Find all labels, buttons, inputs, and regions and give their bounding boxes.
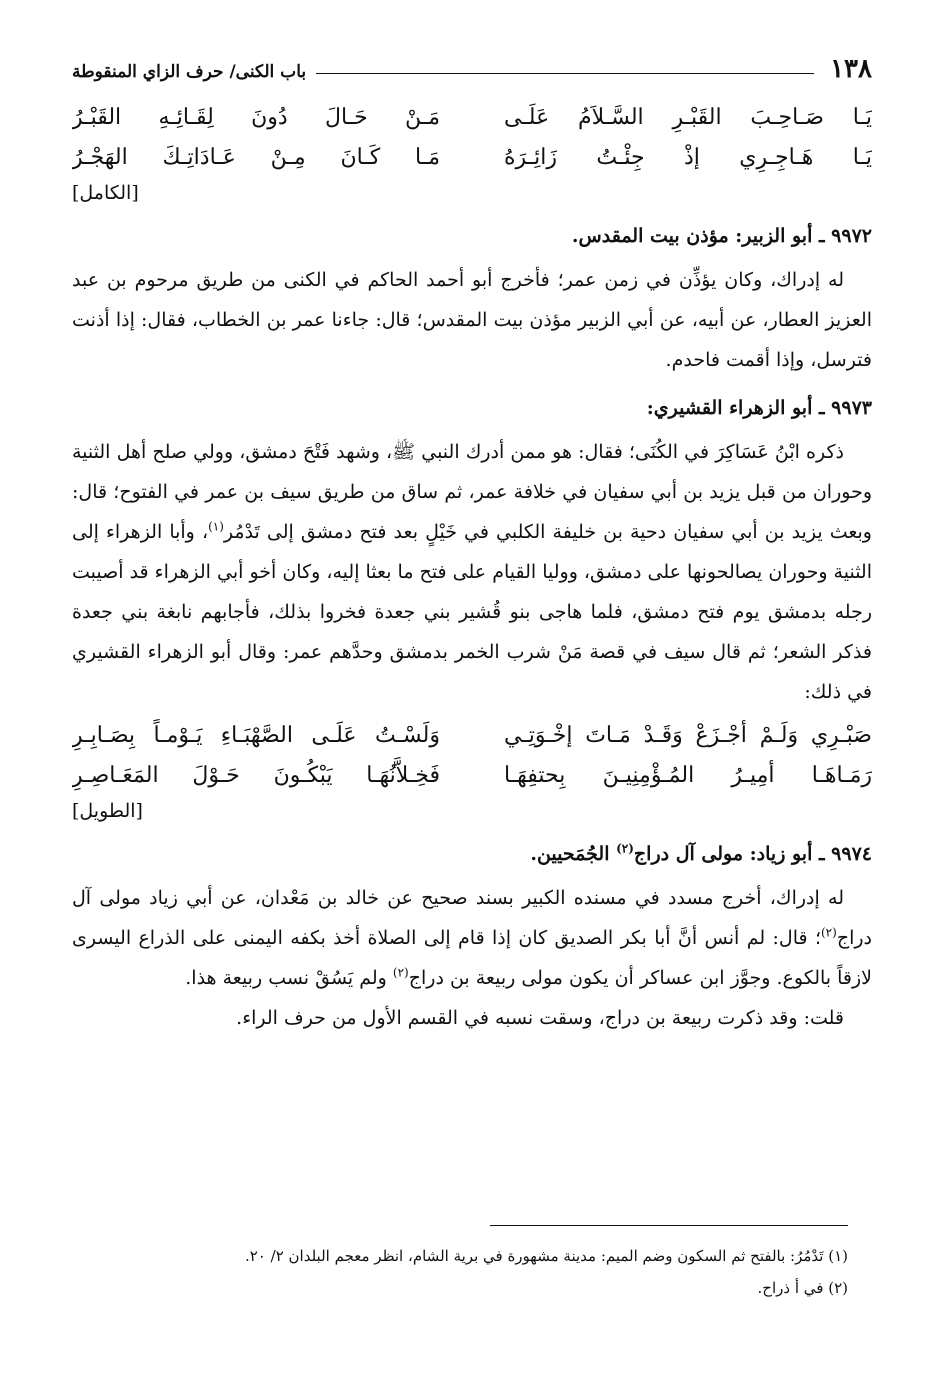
footnotes (72, 1240, 848, 1304)
running-head: باب الكنى/ حرف الزاي المنقوطة (72, 62, 307, 82)
footnote-marker: (٢) (820, 925, 837, 940)
first-hemistich: صَبْـرِي وَلَـمْ أجْـزَعْ وَقَـدْ مَـاتَ إخْـوَتِـي (504, 723, 872, 748)
poem-verse (72, 138, 872, 178)
first-hemistich: يَـا هَـاجِـرِي إذْ جِئْـتُ زَائِـرَهُ (504, 145, 872, 170)
paragraph-text: ؛ قال: لم أنس أنَّ أبا بكر الصديق كان إذا قام إلى الصلاة أخذ بكفه اليمنى على الذراع اليسرى لازقاً بالكوع. وجوَّز ابن عساكر أن يكون مولى ربيعة بن دراج (72, 927, 872, 989)
entry-paragraph: له إدراك، وكان يؤذِّن في زمن عمر؛ فأخرج أبو أحمد الحاكم في الكنى من طريق مرحوم بن عبد العزيز العطار، عن أبيه، عن أبي الزبير مؤذن بيت المقدس؛ قال: جاءنا عمر بن الخطاب، فقال: إذا أذنت فترسل، وإذا أقمت فاحدم. (72, 269, 872, 371)
entry-paragraph (72, 878, 872, 998)
second-hemistich: مَـا كَـانَ مِـنْ عَـادَاتِـكَ الهَجْـرُ (72, 145, 440, 170)
poem-meter: [الكامل] (72, 182, 139, 204)
second-hemistich: فَخِـلاَّنُهَـا يَبْكُـونَ حَـوْلَ المَعَـاصِـرِ (72, 763, 440, 788)
poem-kamil (72, 98, 872, 208)
poem-verse (72, 716, 872, 756)
entry-paragraph (72, 432, 872, 712)
second-hemistich: مَـنْ حَـالَ دُونَ لِقَـائِـهِ القَبْـرُ (72, 105, 440, 130)
paragraph-text: ولم يَسُقْ نسب ربيعة هذا. (185, 967, 393, 989)
paragraph-text: له إدراك، أخرج مسدد في مسنده الكبير بسند صحيح عن خالد بن مَعْدان، عن أبي زياد مولى آل دراج (72, 887, 872, 949)
poem-meter: [الطويل] (72, 800, 143, 822)
footnote: (٢) في أ ذراح. (757, 1279, 848, 1297)
footnote-rule (490, 1225, 848, 1226)
page-number: ١٣٨ (830, 54, 872, 84)
poem-tawil (72, 716, 872, 826)
paragraph-text: ، وأبا الزهراء إلى الثنية وحوران يصالحونها على دمشق، ووليا القيام على فتح ما بعثا إليه، وكان أخو أبي الزهراء قد أصيبت رجله بدمشق يوم فتح دمشق، فلما هاجى بنو قُشير بني جعدة فخروا بذلك، فأجابهم نابغة بني جعدة فذكر الشعر؛ ثم قال سيف في قصة مَنْ شرب الخمر بدمشق وحدَّهم عمر: وقال أبو الزهراء القشيري في ذلك: (72, 521, 872, 703)
page-header (72, 40, 872, 84)
second-hemistich: وَلَسْـتُ عَلَـى الصَّهْبَـاءِ يَـوْمـاً بِصَـابِـرِ (72, 723, 440, 748)
footnote-marker: (٢) (392, 965, 409, 980)
footnote-marker: (١) (208, 519, 224, 534)
paragraph-text: ذكره ابْنُ عَسَاكِرَ في الكُنَى؛ فقال: هو ممن أدرك النبي ﷺ، وشهد فَتْحَ دمشق، وولي صلح أهل الثنية وحوران من قبل يزيد بن أبي سفيان في خلافة عمر، ثم ساق من طريق سيف بن عمر في الفتوح؛ قال: وبعث يزيد بن أبي سفيان دحية بن خليفة الكلبي في خَيْلٍ بعد فتح دمشق إلى تَدْمُر (72, 441, 872, 543)
footnote: (١) تَدْمُرُ: بالفتح ثم السكون وضم الميم: مدينة مشهورة في برية الشام، انظر معجم البلدان ٢/ ٢٠. (244, 1247, 848, 1265)
poem-verse (72, 98, 872, 138)
poem-verse (72, 756, 872, 796)
entry-heading-9973: ٩٩٧٣ ـ أبو الزهراء القشيري: (646, 397, 872, 419)
first-hemistich: رَمَـاهَـا أمِيـرُ المُـؤْمِنِيـنَ بِحتفِهَـا (504, 763, 872, 788)
first-hemistich: يَـا صَـاحِـبَ القَبْـرِ السَّـلاَمُ عَلَـى (504, 105, 872, 130)
header-rule (316, 73, 814, 74)
heading-text: ٩٩٧٤ ـ أبو زياد: مولى آل دراج (633, 843, 872, 865)
entry-heading-9974 (72, 836, 872, 872)
heading-text: الجُمَحيين. (530, 843, 617, 865)
entry-heading-9972: ٩٩٧٢ ـ أبو الزبير: مؤذن بيت المقدس. (571, 225, 872, 247)
entry-paragraph: قلت: وقد ذكرت ربيعة بن دراج، وسقت نسبه في القسم الأول من حرف الراء. (236, 1007, 844, 1029)
footnote-marker: (٢) (616, 841, 634, 856)
